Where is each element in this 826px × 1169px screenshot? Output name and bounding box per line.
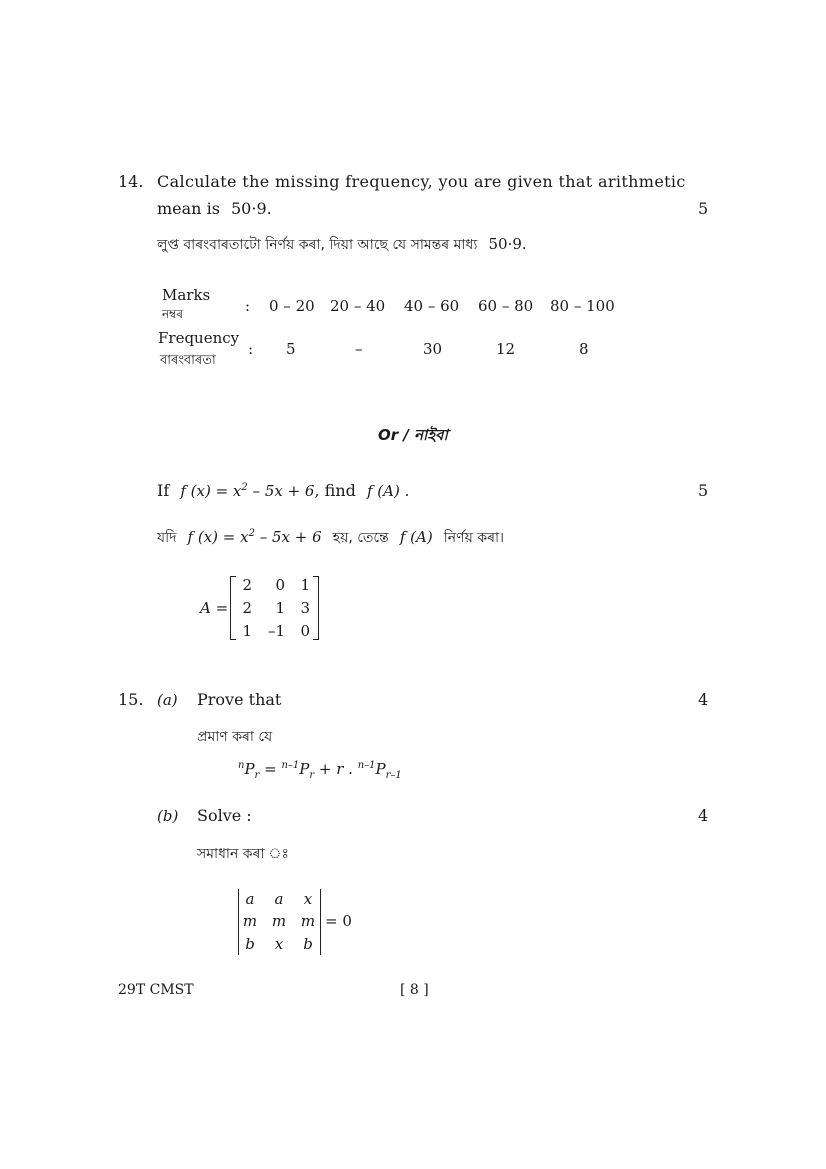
table-row1-label-bn: নম্বৰ (162, 307, 183, 321)
alt-bn-suffix: নিৰ্ণয় কৰা। (443, 530, 505, 546)
matrix-cell-0-1: 0 (275, 576, 285, 594)
q15a-bengali: প্ৰমাণ কৰা যে (197, 729, 273, 745)
table-freq-3: 30 (423, 340, 443, 358)
table-freq-4: 12 (496, 340, 516, 358)
alt-question (157, 481, 409, 500)
q15b-bengali: সমাধান কৰা ঃ (197, 846, 289, 862)
formula-n3: n–1 (357, 760, 376, 771)
table-class-5: 80 – 100 (550, 297, 615, 315)
q15a-formula (238, 760, 402, 781)
q15a-label: (a) (157, 691, 178, 709)
q14-number: 14. (118, 172, 144, 191)
q14-marks: 5 (698, 199, 709, 218)
matrix-cell-2-2: 0 (300, 622, 310, 640)
table-freq-5: 8 (579, 340, 589, 358)
q15-number: 15. (118, 690, 144, 709)
alt-bn-fa: f (A) (399, 528, 433, 546)
alt-bn-prefix: যদি (157, 530, 177, 546)
det-cell-0-0: a (245, 890, 255, 908)
alt-func-rhs: – 5x + 6 (247, 482, 315, 500)
alt-bengali (157, 526, 504, 550)
det-bar-left (238, 889, 239, 955)
alt-bn-func (188, 528, 322, 546)
alt-func-lhs: f (x) = x (180, 482, 242, 500)
table-row1-colon: : (245, 297, 251, 315)
footer-code: 29T CMST (118, 982, 194, 998)
q14-text-line1: Calculate the missing frequency, you are given that arithmetic (157, 172, 686, 191)
q15b-marks: 4 (698, 806, 709, 825)
q14-bengali-text: লুপ্ত বাৰংবাৰতাটো নিৰ্ণয় কৰা, দিয়া আছে যে সামন্তৰ মাধ্য (157, 237, 478, 253)
alt-func-exp: 2 (241, 482, 248, 493)
table-row1-label: Marks (162, 286, 211, 304)
det-rhs: = 0 (325, 912, 352, 930)
alt-find: , find (314, 481, 356, 500)
det-cell-2-1: x (274, 935, 284, 953)
formula-p2: P (299, 760, 310, 778)
matrix-cell-2-0: 1 (242, 622, 252, 640)
table-row2-label-bn: বাৰংবাৰতা (160, 353, 216, 368)
table-freq-2: – (355, 340, 363, 358)
q14-bengali-value: 50·9. (488, 235, 527, 253)
matrix-cell-1-1: 1 (275, 599, 285, 617)
q14-text-line2-words: mean is (157, 199, 220, 218)
table-row2-label: Frequency (158, 329, 240, 347)
matrix-cell-1-2: 3 (300, 599, 310, 617)
alt-func (180, 482, 314, 500)
or-label: Or / নাইবা (378, 426, 448, 444)
formula-n1: n (238, 760, 245, 771)
formula-p3: P (375, 760, 386, 778)
det-cell-2-0: b (245, 935, 255, 953)
det-cell-0-2: x (303, 890, 313, 908)
matrix-bracket-right (313, 576, 319, 640)
q14-bengali (157, 233, 527, 257)
alt-if: If (157, 481, 170, 500)
q15a-text: Prove that (197, 690, 282, 709)
det-bar-right (320, 889, 321, 955)
matrix-cell-0-0: 2 (242, 576, 252, 594)
formula-r3: r–1 (385, 770, 402, 781)
formula-plus: + r . (314, 760, 353, 778)
q15b-text: Solve : (197, 806, 252, 825)
table-class-1: 0 – 20 (269, 297, 315, 315)
footer-page: [ 8 ] (400, 982, 429, 998)
formula-n2: n–1 (281, 760, 300, 771)
det-cell-1-0: m (242, 912, 258, 930)
matrix-cell-2-1: –1 (267, 622, 285, 640)
table-class-3: 40 – 60 (404, 297, 460, 315)
alt-marks: 5 (698, 481, 709, 500)
det-cell-0-1: a (274, 890, 284, 908)
q14-text-line2 (157, 199, 272, 218)
q15a-marks: 4 (698, 690, 709, 709)
q14-mean-value: 50·9. (231, 199, 272, 218)
q15b-label: (b) (157, 807, 179, 825)
table-freq-1: 5 (286, 340, 296, 358)
matrix-cell-0-2: 1 (300, 576, 310, 594)
alt-bn-func-rhs: – 5x + 6 (254, 528, 322, 546)
det-cell-1-2: m (300, 912, 316, 930)
table-class-4: 60 – 80 (478, 297, 534, 315)
table-class-2: 20 – 40 (330, 297, 386, 315)
det-cell-1-1: m (271, 912, 287, 930)
table-row2-colon: : (248, 340, 254, 358)
matrix-label: A = (200, 599, 229, 617)
alt-bn-func-lhs: f (x) = x (187, 528, 249, 546)
matrix-cell-1-0: 2 (242, 599, 252, 617)
formula-r1: r (254, 770, 260, 781)
formula-p1: P (244, 760, 255, 778)
formula-r2: r (309, 770, 315, 781)
alt-fa: f (A) . (366, 482, 410, 500)
alt-bn-mid: হয়, তেন্তে (332, 530, 389, 546)
alt-bn-func-exp: 2 (248, 528, 255, 539)
det-cell-2-2: b (303, 935, 313, 953)
formula-eq: = (259, 760, 282, 778)
